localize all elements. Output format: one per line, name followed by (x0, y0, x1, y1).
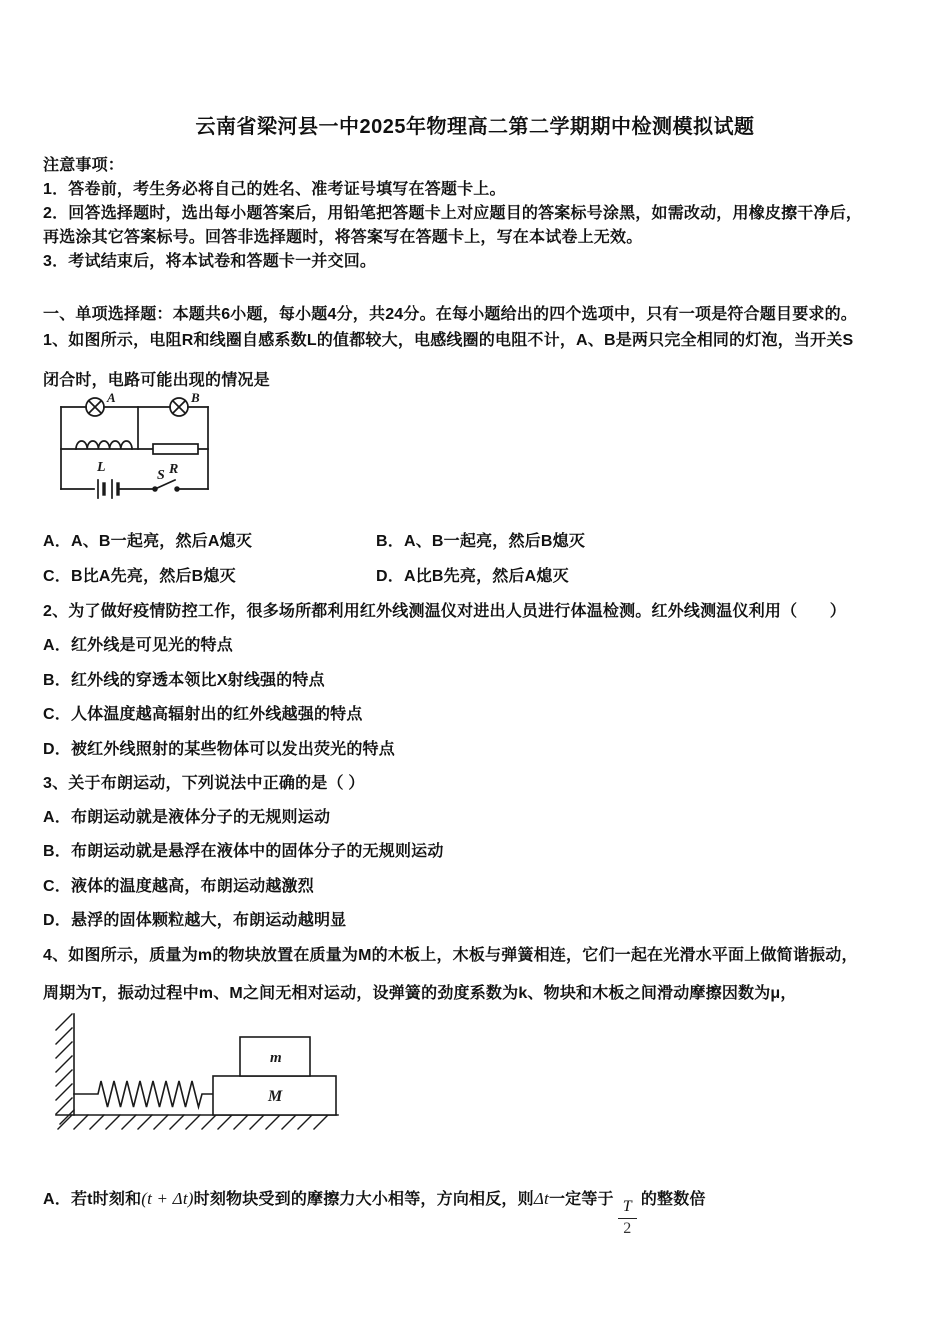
q2-option-a: A．红外线是可见光的特点 (43, 637, 233, 654)
q1-option-c: C．B比A先亮，然后B熄灭 (43, 568, 236, 585)
q4-stem-line1: 4、如图所示，质量为m的物块放置在质量为M的木板上，木板与弹簧相连，它们一起在光滑水平面上做简谐振动， (43, 947, 858, 964)
q2-option-d: D．被红外线照射的某些物体可以发出荧光的特点 (43, 741, 395, 758)
section1-heading: 一、单项选择题：本题共6小题，每小题4分，共24分。在每小题给出的四个选项中，只有一项是符合题目要求的。 (43, 306, 857, 323)
q4-option-a (43, 1186, 706, 1238)
q4-spring-block-figure (52, 1010, 344, 1138)
q4-option-a-post: 的整数倍 (640, 1191, 706, 1208)
q4-option-a-math2: Δt (533, 1189, 549, 1208)
q1-option-d: D．A比B先亮，然后A熄灭 (376, 568, 569, 585)
notice-line-3: 3．考试结束后，将本试卷和答题卡一并交回。 (43, 253, 377, 270)
q3-option-d: D．悬浮的固体颗粒越大，布朗运动越明显 (43, 912, 347, 929)
q1-option-b: B．A、B一起亮，然后B熄灭 (376, 533, 586, 550)
notice-heading: 注意事项： (43, 157, 125, 174)
lamp-b-icon (170, 398, 188, 416)
block-M-label: M (268, 1088, 283, 1105)
page-title: 云南省梁河县一中2025年物理高二第二学期期中检测模拟试题 (195, 116, 755, 138)
q1-option-a: A．A、B一起亮，然后A熄灭 (43, 533, 253, 550)
notice-line-2: 2．回答选择题时，选出每小题答案后，用铅笔把答题卡上对应题目的答案标号涂黑，如需改动，用橡皮擦干净后， (43, 205, 863, 222)
q1-options-row-2 (43, 563, 569, 586)
inductor-icon (76, 441, 132, 449)
q4-option-a-math1: (t + Δt) (141, 1189, 194, 1208)
notice-line-2-cont: 再选涂其它答案标号。回答非选择题时，将答案写在答题卡上，写在本试卷上无效。 (43, 229, 643, 246)
q3-option-b: B．布朗运动就是悬浮在液体中的固体分子的无规则运动 (43, 843, 444, 860)
fraction-denominator: 2 (623, 1219, 632, 1237)
fraction-T-over-2 (618, 1198, 637, 1238)
q4-option-a-pre: A．若t时刻和 (43, 1191, 142, 1208)
lamp-a-label: A (107, 393, 116, 405)
notice-line-1: 1．答卷前，考生务必将自己的姓名、准考证号填写在答题卡上。 (43, 181, 506, 198)
block-m-label: m (270, 1050, 282, 1066)
resistor-icon (153, 444, 198, 454)
battery-icon (98, 480, 118, 498)
inductor-label: L (97, 460, 106, 475)
q4-option-a-mid1: 时刻物块受到的摩擦力大小相等，方向相反，则 (193, 1191, 534, 1208)
q2-option-b: B．红外线的穿透本领比X射线强的特点 (43, 672, 325, 689)
wall-hatching (56, 1014, 74, 1124)
circuit-diagram (57, 393, 215, 503)
switch-label: S (157, 468, 165, 483)
resistor-label: R (169, 462, 179, 477)
q1-options-row-1 (43, 528, 585, 551)
q4-stem-line2: 周期为T，振动过程中m、M之间无相对运动，设弹簧的劲度系数为k、物块和木板之间滑动摩擦因数为μ， (43, 985, 797, 1002)
q2-stem: 2、为了做好疫情防控工作，很多场所都利用红外线测温仪对进出人员进行体温检测。红外线测温仪利用（ ） (43, 603, 846, 620)
q3-option-c: C．液体的温度越高，布朗运动越激烈 (43, 878, 314, 895)
q2-option-c: C．人体温度越高辐射出的红外线越强的特点 (43, 706, 363, 723)
fraction-numerator: T (618, 1198, 637, 1218)
q3-option-a: A．布朗运动就是液体分子的无规则运动 (43, 809, 331, 826)
q4-option-a-mid2: 一定等于 (548, 1191, 614, 1208)
spring-block-diagram (52, 1010, 344, 1138)
q3-stem: 3、关于布朗运动，下列说法中正确的是（ ） (43, 775, 365, 792)
spring-icon (74, 1081, 213, 1107)
q1-circuit-figure (57, 393, 215, 503)
q1-stem-line2: 闭合时，电路可能出现的情况是 (43, 372, 270, 389)
lamp-b-label: B (191, 393, 200, 405)
ground-hatching (58, 1115, 328, 1129)
q1-stem-line1: 1、如图所示，电阻R和线圈自感系数L的值都较大，电感线圈的电阻不计，A、B是两只完全相同的灯泡，当开关S (43, 332, 854, 349)
lamp-a-icon (86, 398, 104, 416)
